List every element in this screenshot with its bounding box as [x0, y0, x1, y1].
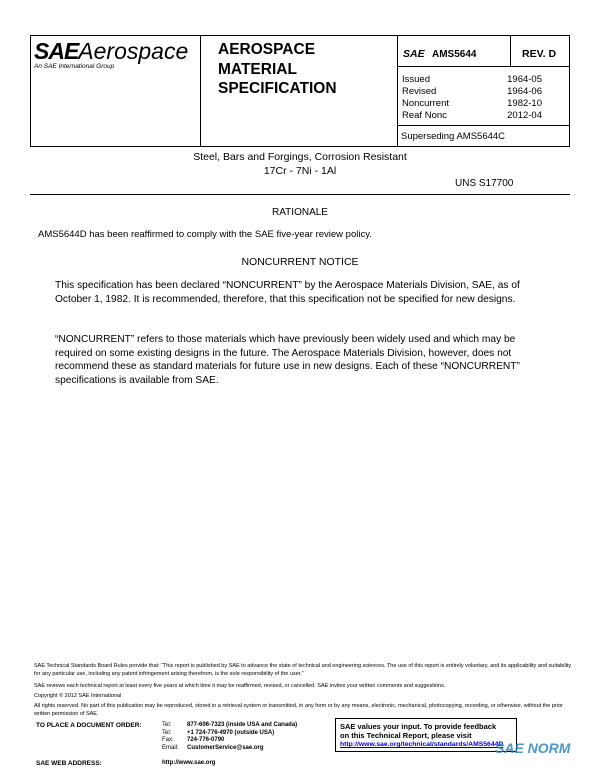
- web-address-link[interactable]: http://www.sae.org: [162, 760, 216, 766]
- notice-paragraph-1: This specification has been declared “NONCURRENT” by the Aerospace Materials Division, SAE, as of October 1, 1982. It is recommended, therefore, that this specification not be specified for new designs.: [55, 280, 520, 305]
- uns-number: UNS S17700: [455, 178, 514, 189]
- contact-row: Email: CustomerService@sae.org: [162, 744, 264, 751]
- logo-tagline: An SAE International Group: [34, 63, 115, 70]
- date-row: Issued 1964-05: [402, 74, 542, 85]
- date-row: Noncurrent 1982-10: [402, 98, 542, 109]
- header-rule: [397, 66, 570, 67]
- order-heading: TO PLACE A DOCUMENT ORDER:: [36, 722, 142, 729]
- standards-board-notice: SAE Technical Standards Board Rules provide that: “This report is published by SAE to advance the state of technical and engineering sciences. The use of this report is entirely voluntary, and its applicability and suitability for any particular use, including any patent infringement arising therefrom, is the sole responsibility of the user.”: [34, 663, 572, 677]
- header-divider: [510, 35, 511, 66]
- revision-label: REV. D: [522, 48, 557, 60]
- date-row: Revised 1964-06: [402, 86, 542, 97]
- copyright-notice: Copyright © 2012 SAE International: [34, 693, 122, 699]
- document-title: Steel, Bars and Forgings, Corrosion Resistant: [193, 151, 407, 163]
- sae-norm-watermark: SAE NORM: [495, 740, 571, 756]
- feedback-link[interactable]: http://www.sae.org/technical/standards/AMS5644D: [340, 741, 504, 748]
- rationale-heading: RATIONALE: [272, 207, 328, 218]
- contact-row: Fax: 724-776-0790: [162, 737, 225, 744]
- web-address-heading: SAE WEB ADDRESS:: [36, 760, 102, 767]
- contact-table: [162, 722, 297, 752]
- date-row: Reaf Nonc 2012-04: [402, 110, 542, 121]
- feedback-box: [335, 718, 517, 752]
- header-divider: [397, 35, 398, 147]
- date-history: [402, 74, 542, 122]
- review-notice: SAE reviews each technical report at least every five years at which time it may be reaffirmed, revised, or cancelled. SAE invites your written comments and suggestions.: [34, 683, 446, 689]
- rights-notice: All rights reserved. No part of this publication may be reproduced, stored in a retrieval system or transmitted, in any form or by any means, electronic, mechanical, photocopying, recording, or otherwise, without the prior written permission of SAE.: [34, 703, 563, 717]
- document-number: AMS5644: [432, 49, 477, 60]
- rationale-text: AMS5644D has been reaffirmed to comply with the SAE five-year review policy.: [38, 229, 372, 240]
- feedback-text: on this Technical Report, please visit: [340, 731, 472, 740]
- title-rule: [30, 194, 570, 195]
- contact-row: Tel: 877-606-7323 (inside USA and Canada): [162, 722, 298, 728]
- feedback-text: SAE values your input. To provide feedback: [340, 722, 497, 731]
- header-rule: [397, 125, 570, 126]
- header-divider: [200, 35, 201, 147]
- notice-paragraph-2: “NONCURRENT” refers to those materials which have previously been widely used and which may be required on some existing designs in the future. The Aerospace Materials Division, however, does not recommend these as standard materials for future use in new designs. Each of these “NONCURRENT” specifications is available from SAE.: [55, 334, 520, 386]
- noncurrent-notice-heading: NONCURRENT NOTICE: [241, 256, 359, 268]
- contact-row: Tel: +1 724-776-4970 (outside USA): [162, 729, 275, 736]
- sae-aerospace-logo: SAEAerospace: [34, 38, 189, 64]
- spec-type-title: AEROSPACE MATERIAL SPECIFICATION: [218, 41, 337, 97]
- sae-mini-logo: SAE: [403, 48, 425, 60]
- alloy-designation: 17Cr - 7Ni - 1Al: [263, 165, 337, 177]
- superseding-note: Superseding AMS5644C: [401, 131, 506, 142]
